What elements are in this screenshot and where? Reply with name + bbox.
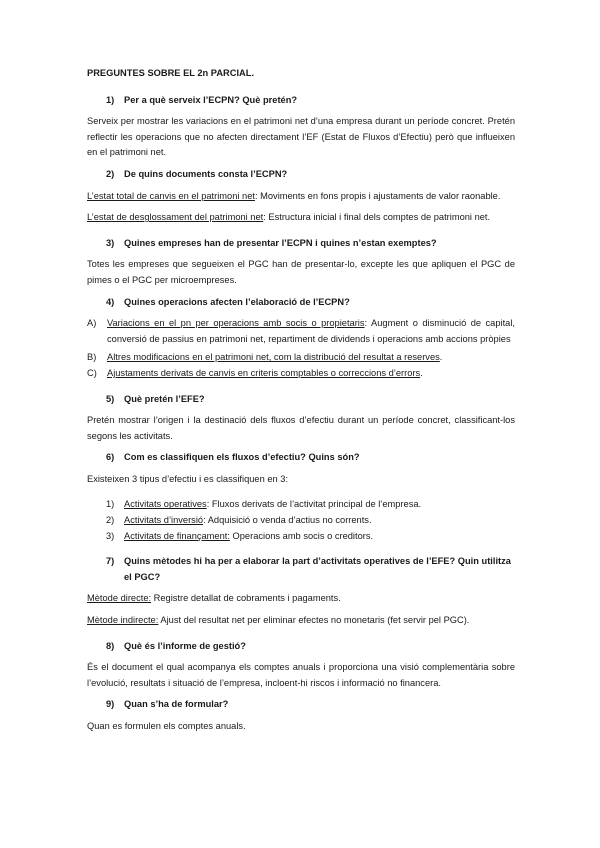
- answer-7-paragraph-2: [87, 613, 515, 629]
- list-item: [87, 316, 515, 347]
- definition: Operacions amb socis o creditors.: [229, 530, 374, 541]
- question-6: [87, 450, 515, 466]
- answer-5: Pretén mostrar l’origen i la destinació dels fluxos d’efectiu durant un període concret, classificant-los segons les activitats.: [87, 415, 515, 441]
- answer-7-paragraph-1: [87, 591, 515, 607]
- answer-8: És el document el qual acompanya els comptes anuals i proporciona una visió complementària sobre l’evolució, resultats i situació de l’empresa, incloent-hi riscos i informació no financera.: [87, 662, 515, 688]
- list-item: [87, 497, 515, 513]
- answer-2-paragraph-2: [87, 210, 515, 226]
- definition: .: [439, 352, 443, 363]
- question-number: 5): [106, 393, 115, 404]
- question-number: 2): [106, 168, 115, 179]
- question-text: Què pretén l’EFE?: [124, 393, 205, 404]
- list-marker: 3): [106, 530, 115, 541]
- answer-9: Quan es formulen els comptes anuals.: [87, 721, 246, 731]
- list-item: [87, 529, 515, 545]
- definition: : Fluxos derivats de l’activitat principal de l’empresa.: [206, 499, 422, 510]
- question-text: Com es classifiquen els fluxos d’efectiu? Quins són?: [124, 452, 360, 463]
- answer-1: Serveix per mostrar les variacions en el patrimoni net d’una empresa durant un període concret. Pretén reflectir les operacions que no afecten directament l’EF (Estat de Fluxos d’Efectiu) però que influeixen en el patrimoni net.: [87, 116, 515, 158]
- question-text: Què és l’informe de gestió?: [124, 640, 246, 651]
- definition: .: [420, 367, 423, 378]
- answer-6-list: [87, 497, 515, 544]
- list-marker: C): [87, 367, 97, 378]
- definition: : Estructura inicial i final dels comptes de patrimoni net.: [263, 212, 491, 223]
- term: Mètode directe:: [87, 593, 152, 604]
- list-item: [87, 366, 515, 382]
- definition: Ajust del resultat net per eliminar efectes no monetaris (fet servir pel PGC).: [158, 615, 470, 626]
- term: Activitats operatives: [124, 499, 207, 510]
- definition: : Adquisició o venda d’actius no corrents.: [203, 515, 372, 526]
- term: Altres modificacions en el patrimoni net, com la distribució del resultat a reserves: [107, 352, 440, 363]
- question-number: 8): [106, 640, 115, 651]
- question-text: Quines operacions afecten l’elaboració de l’ECPN?: [124, 296, 350, 307]
- list-item: [87, 350, 515, 366]
- question-text: De quins documents consta l’ECPN?: [124, 168, 288, 179]
- term: L’estat de desglossament del patrimoni net: [87, 212, 264, 223]
- question-number: 6): [106, 452, 115, 463]
- list-marker: 1): [106, 499, 115, 510]
- answer-2-paragraph-1: [87, 189, 515, 205]
- question-number: 7): [106, 556, 115, 567]
- list-marker: 2): [106, 515, 115, 526]
- question-8: [87, 639, 515, 655]
- question-9: [87, 697, 515, 713]
- question-4: [87, 295, 515, 311]
- question-text: Quins mètodes hi ha per a elaborar la part d’activitats operatives de l’EFE? Quin utilitza el PGC?: [124, 556, 511, 582]
- question-text: Quan s’ha de formular?: [124, 699, 229, 710]
- question-number: 4): [106, 296, 115, 307]
- answer-3: Totes les empreses que segueixen el PGC han de presentar-lo, excepte les que apliquen el PGC de pimes o el PGC per microempreses.: [87, 259, 515, 285]
- definition: Registre detallat de cobraments i pagaments.: [151, 593, 341, 604]
- document-title: PREGUNTES SOBRE EL 2n PARCIAL.: [87, 68, 255, 78]
- answer-6-intro: Existeixen 3 tipus d’efectiu i es classifiquen en 3:: [87, 473, 289, 484]
- question-text: Per a què serveix l’ECPN? Què pretén?: [124, 94, 298, 105]
- question-5: [87, 392, 515, 408]
- list-marker: A): [87, 318, 97, 329]
- term: Variacions en el pn per operacions amb socis o propietaris: [107, 318, 365, 329]
- term: Activitats de finançament:: [124, 530, 230, 541]
- question-number: 9): [106, 699, 115, 710]
- term: Mètode indirecte:: [87, 615, 159, 626]
- question-3: [87, 236, 515, 252]
- term: L’estat total de canvis en el patrimoni net: [87, 190, 255, 201]
- list-marker: B): [87, 352, 97, 363]
- question-7: [87, 554, 515, 585]
- list-item: [87, 513, 515, 529]
- term: Activitats d’inversió: [124, 515, 204, 526]
- question-number: 3): [106, 237, 115, 248]
- term: Ajustaments derivats de canvis en criteris comptables o correccions d’errors: [107, 367, 421, 378]
- question-1: [87, 93, 515, 109]
- question-2: [87, 167, 515, 183]
- definition: : Moviments en fons propis i ajustaments de valor raonable.: [254, 190, 501, 201]
- answer-4-list: [87, 316, 515, 381]
- question-number: 1): [106, 94, 115, 105]
- question-text: Quines empreses han de presentar l’ECPN i quines n’estan exemptes?: [124, 237, 437, 248]
- definition: : Augment o disminució de capital, conversió de passius en patrimoni net, repartiment de dividends i operacions amb accions pròpies: [107, 318, 515, 344]
